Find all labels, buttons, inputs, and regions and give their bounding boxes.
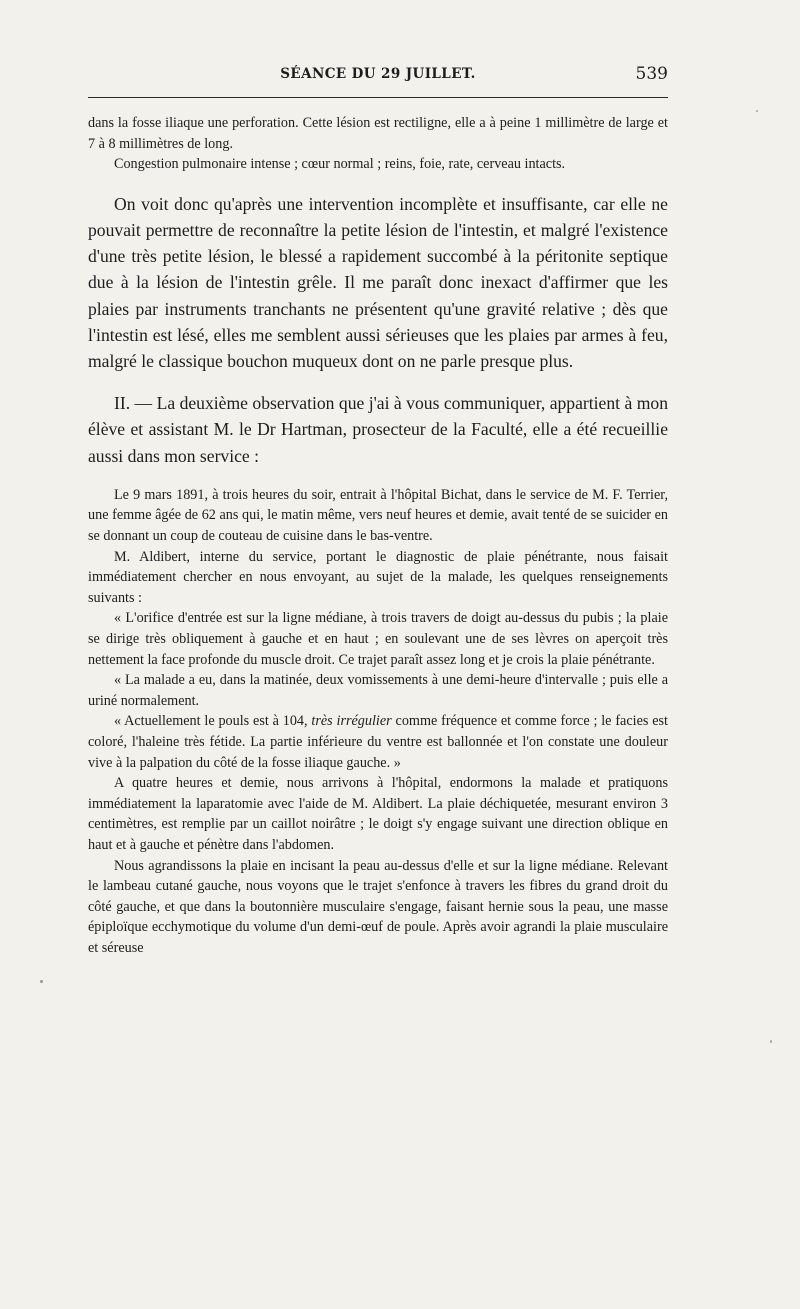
paragraph-admission: Le 9 mars 1891, à trois heures du soir, entrait à l'hôpital Bichat, dans le service de M. F. Terrier, une femme âgée de 62 ans qui, le matin même, vers neuf heures et demie, avait tenté de se suicider en se donnant un coup de couteau de cuisine dans le bas-ventre.	[88, 486, 668, 544]
pulse-text-italic: très irrégulier	[311, 713, 392, 730]
paragraph-diagnosis: M. Aldibert, interne du service, portant le diagnostic de plaie pénétrante, nous faisait immédiatement chercher en nous envoyant, au sujet de la malade, les quelques renseignements suivants :	[88, 548, 668, 606]
paper-speck	[40, 980, 43, 983]
header-rule	[88, 97, 668, 98]
case-report	[88, 485, 668, 959]
paragraph-incision: Nous agrandissons la plaie en incisant la peau au-dessus d'elle et sur la ligne médiane. Relevant le lambeau cutané gauche, nous voyons que le trajet s'enfonce à travers les fibres du grand droit du côté gauche, et que dans la boutonnière musculaire s'engage, faisant hernie sous la peau, une masse épiploïque ecchymotique du volume d'un demi-œuf de poule. Après avoir agrandi la plaie musculaire et séreuse	[88, 857, 668, 956]
page-header	[88, 64, 668, 88]
autopsy-findings	[88, 113, 668, 175]
paragraph-laparotomy: A quatre heures et demie, nous arrivons à l'hôpital, endormons la malade et pratiquons immédiatement la laparatomie avec l'aide de M. Aldibert. La plaie déchiquetée, mesurant environ 3 centimètres, est remplie par un caillot noirâtre ; le doigt s'y engage suivant une direction oblique en haut et à gauche et pénètre dans l'abdomen.	[88, 775, 668, 853]
paragraph-vomiting: « La malade a eu, dans la matinée, deux vomissements à une demi-heure d'intervalle ; puis elle a uriné normalement.	[88, 672, 668, 709]
paragraph-perforation: dans la fosse iliaque une perforation. Cette lésion est rectiligne, elle a à peine 1 millimètre de large et 7 à 8 millimètres de long.	[88, 115, 668, 152]
paragraph-observation-ii: II. — La deuxième observation que j'ai à vous communiquer, appartient à mon élève et assistant M. le Dr Hartman, prosecteur de la Faculté, elle a été recueillie aussi dans mon service :	[88, 393, 668, 466]
paragraph-pulse	[88, 711, 668, 773]
paper-speck	[770, 1040, 772, 1043]
pulse-text-end: comme fréquence et comme force ; le facies est coloré, l'haleine très fétide. La partie inférieure du ventre est ballonnée et l'on constate une douleur vive à la palpation du côté de la fosse iliaque gauche. »	[88, 713, 668, 771]
paragraph-entry-wound: « L'orifice d'entrée est sur la ligne médiane, à trois travers de doigt au-dessus du pubis ; la plaie se dirige très obliquement à gauche et en haut ; en soulevant une de ses lèvres on aperçoit très nettement la face profonde du muscle droit. Ce trajet paraît assez long et je crois la plaie pénétrante.	[88, 610, 668, 668]
page-body	[88, 113, 668, 958]
pulse-text-start: « Actuellement le pouls est à 104,	[114, 713, 312, 730]
second-observation-intro	[88, 390, 668, 469]
running-title: SÉANCE DU 29 JUILLET.	[280, 66, 476, 82]
paper-speck	[756, 110, 758, 112]
paragraph-congestion: Congestion pulmonaire intense ; cœur normal ; reins, foie, rate, cerveau intacts.	[114, 156, 566, 173]
paragraph-conclusion: On voit donc qu'après une intervention incomplète et insuffisante, car elle ne pouvait permettre de reconnaître la petite lésion de l'intestin, et malgré l'existence d'une très petite lésion, le blessé a rapidement succombé à la péritonite septique due à la lésion de l'intestin grêle. Il me paraît donc inexact d'affirmer que les plaies par instruments tranchants ne présentent qu'une gravité relative ; dès que l'intestin est lésé, elles me semblent aussi sérieuses que les plaies par armes à feu, malgré le classique bouchon muqueux dont on ne parle presque plus.	[88, 193, 668, 371]
commentary	[88, 191, 668, 374]
page-number: 539	[635, 64, 668, 84]
